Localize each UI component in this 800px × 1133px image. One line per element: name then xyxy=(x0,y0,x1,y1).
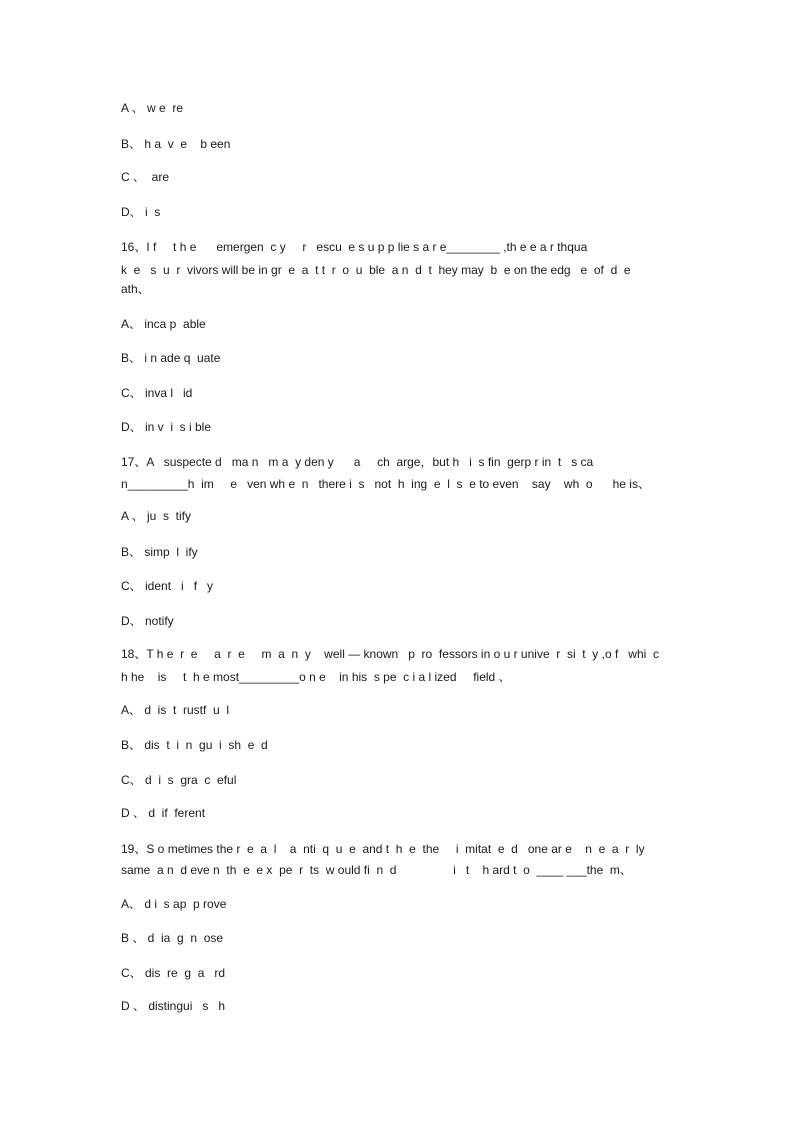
q17-option-d: D、 notify xyxy=(121,614,174,628)
q15-option-b: B、 h a v e b een xyxy=(121,137,231,151)
q16-stem-line-1: 16、I f t h e emergen c y r escu e s u p p lie s a r e________ ,th e e a r thqua xyxy=(121,240,588,254)
q17-option-b: B、 simp l ify xyxy=(121,545,198,559)
q16-stem-line-2: k e s u r vivors will be in gr e a t t r o u ble a n d t hey may b e on the edg e of d e xyxy=(121,263,631,277)
q18-option-b: B、 dis t i n gu i sh e d xyxy=(121,738,268,752)
q19-stem-line-1: 19、S o metimes the r e a l a nti q u e and t h e the i mitat e d one ar e n e a r ly xyxy=(121,842,645,856)
q18-option-d: D 、 d if ferent xyxy=(121,806,206,820)
q17-stem-line-1: 17、A suspecte d ma n m a y den y a ch arge，but h i s fin gerp r in t s ca xyxy=(121,455,594,469)
q16-option-a: A、 inca p able xyxy=(121,317,206,331)
q15-option-a: A 、 w e re xyxy=(121,101,184,115)
q19-option-d: D 、 distingui s h xyxy=(121,999,226,1013)
q15-option-d: D、 i s xyxy=(121,205,161,219)
q15-option-c: C 、 are xyxy=(121,170,170,184)
q17-option-c: C、 ident i f y xyxy=(121,579,214,593)
q18-stem-line-1: 18、T h e r e a r e m a n y well — known p ro fessors in o u r unive r si t y ,o f whi c xyxy=(121,647,659,661)
q17-option-a: A 、 ju s tify xyxy=(121,509,192,523)
q18-option-a: A、 d is t rustf u l xyxy=(121,703,230,717)
q19-option-a: A、 d i s ap p rove xyxy=(121,897,227,911)
q16-option-d: D、 in v i s i ble xyxy=(121,420,212,434)
q17-stem-line-2: n_________h im e ven wh e n there i s not h ing e l s e to even say wh o he is、 xyxy=(121,477,650,491)
q19-option-b: B 、 d ia g n ose xyxy=(121,931,224,945)
q19-stem-line-2: same a n d eve n th e e x pe r ts w ould fi n d i t h ard t o ____ ___the m、 xyxy=(121,863,632,877)
q18-stem-line-2: h he is t h e most_________o n e in his s pe c i a l ized field 、 xyxy=(121,670,511,684)
q16-option-c: C、 inva l id xyxy=(121,386,193,400)
q18-option-c: C、 d i s gra c eful xyxy=(121,773,237,787)
q16-stem-line-3: ath、 xyxy=(121,282,150,296)
q19-option-c: C、 dis re g a rd xyxy=(121,966,226,980)
q16-option-b: B、 i n ade q uate xyxy=(121,351,221,365)
